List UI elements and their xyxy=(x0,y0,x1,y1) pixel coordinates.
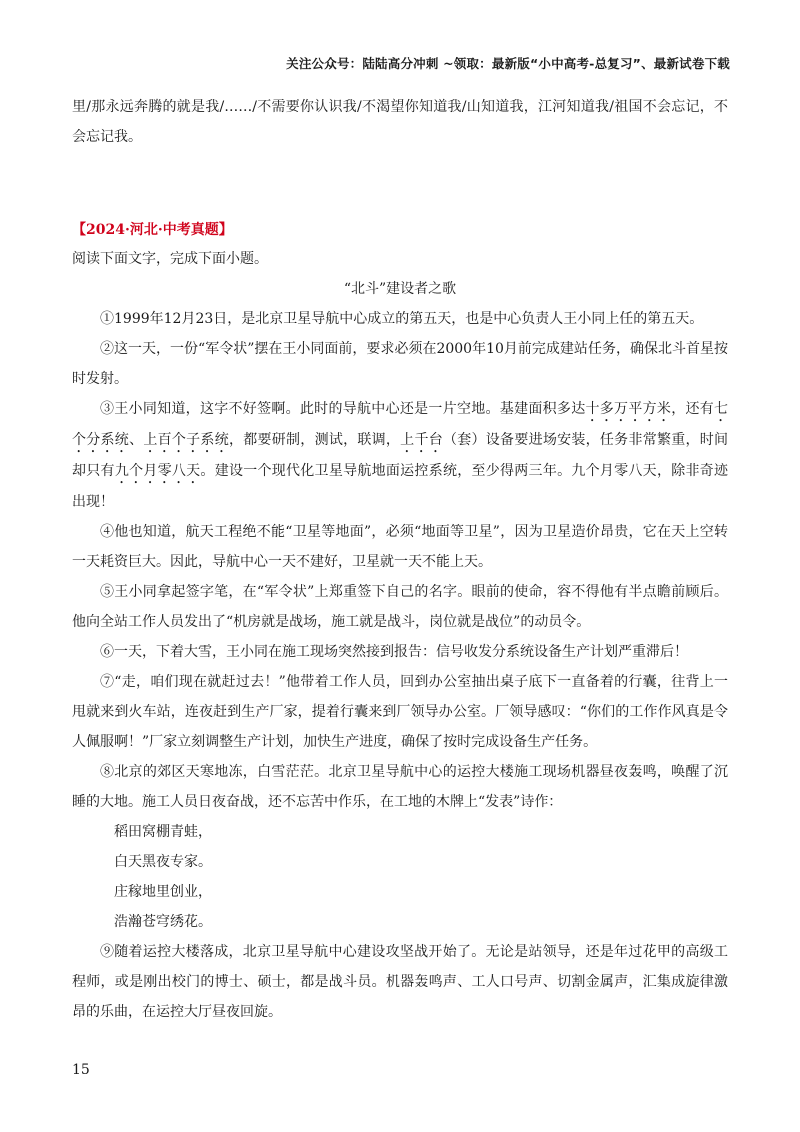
paragraph-8: ⑧北京的郊区天寒地冻，白雪茫茫。北京卫星导航中心的运控大楼施工现场机器昼夜轰鸣，唤醒了沉睡的大地。施工人员日夜奋战，还不忘苦中作乐，在工地的木牌上“发表”诗作： xyxy=(72,764,728,810)
p3-text-g: ，都要研制，测试，联调， xyxy=(228,432,401,448)
p3-text-e: 、 xyxy=(129,432,144,448)
page-header: 关注公众号：陆陆高分冲刺 ~领取：最新版“小中高考-总复习”、最新试卷下载 xyxy=(286,56,730,71)
paragraph-4: ④他也知道，航天工程绝不能“卫星等地面”，必须“地面等卫星”，因为卫星造价昂贵，它在天上空转一天耗资巨大。因此，导航中心一天不建好，卫星就一天不能上天。 xyxy=(72,524,728,570)
document-body xyxy=(72,92,728,1027)
paragraph-5: ⑤王小同拿起签字笔，在“军令状”上郑重签下自己的名字。眼前的使命，容不得他有半点瞻前顾后。他向全站工作人员发出了“机房就是战场，施工就是战斗，岗位就是战位”的动员令。 xyxy=(72,584,728,630)
p3-emphasis-area: 十多万平方米 xyxy=(585,401,672,417)
article-title: “北斗”建设者之歌 xyxy=(343,281,457,297)
p3-text-i: （套）设备要进场安装，任务非常繁重，时间却只有 xyxy=(72,432,729,479)
instruction: 阅读下面文字，完成下面小题。 xyxy=(72,251,268,267)
p3-emphasis-children: 上百个子系统 xyxy=(143,432,229,448)
poem xyxy=(72,817,728,937)
intro-text: 里/那永远奔腾的就是我/……/不需要你认识我/不渴望你知道我/山知道我，江河知道我/祖国不会忘记，不会忘记我。 xyxy=(72,99,728,145)
source-tag: 【2024·河北·中考真题】 xyxy=(72,222,233,238)
p3-text-c: ，还有 xyxy=(671,401,715,417)
p3-emphasis-subsystems: 七个分系统 xyxy=(72,401,729,448)
poem-line: 稻田窝棚青蛙， xyxy=(114,824,212,840)
p3-emphasis-devices: 上千台 xyxy=(400,432,443,448)
paragraph-1: ①1999年12月23日，是北京卫星导航中心成立的第五天，也是中心负责人王小同上任的第五天。 xyxy=(100,311,704,327)
paragraph-3 xyxy=(72,394,728,517)
p3-emphasis-time: 九个月零八天 xyxy=(114,463,201,479)
poem-line: 庄稼地里创业， xyxy=(114,884,212,900)
paragraph-2: ②这一天，一份“军令状”摆在王小同面前，要求必须在2000年10月前完成建站任务，确保北斗首星按时发射。 xyxy=(72,341,728,387)
p3-text-a: ③王小同知道，这字不好签啊。此时的导航中心还是一片空地。基建面积多达 xyxy=(100,401,586,417)
paragraph-7: ⑦“走，咱们现在就赶过去！”他带着工作人员，回到办公室抽出桌子底下一直备着的行囊，往背上一甩就来到火车站，连夜赶到生产厂家，提着行囊来到厂领导办公室。厂领导感叹：“你们的工作作风真是令人佩服啊！”厂家立刻调整生产计划，加快生产进度，确保了按时完成设备生产任务。 xyxy=(72,674,728,750)
poem-line: 浩瀚苍穹绣花。 xyxy=(114,914,212,930)
paragraph-6: ⑥一天，下着大雪，王小同在施工现场突然接到报告：信号收发分系统设备生产计划严重滞后！ xyxy=(100,644,688,660)
poem-line: 白天黑夜专家。 xyxy=(114,854,212,870)
paragraph-9: ⑨随着运控大楼落成，北京卫星导航中心建设攻坚战开始了。无论是站领导，还是年过花甲的高级工程师，或是刚出校门的博士、硕士，都是战斗员。机器轰鸣声、工人口号声、切割金属声，汇集成旋律激昂的乐曲，在运控大厅昼夜回旋。 xyxy=(72,944,728,1020)
p3-text-k: 。建设一个现代化卫星导航地面运控系统，至少得两三年。九个月零八天，除非奇迹出现！ xyxy=(72,463,729,510)
page-number: 15 xyxy=(72,1062,90,1078)
